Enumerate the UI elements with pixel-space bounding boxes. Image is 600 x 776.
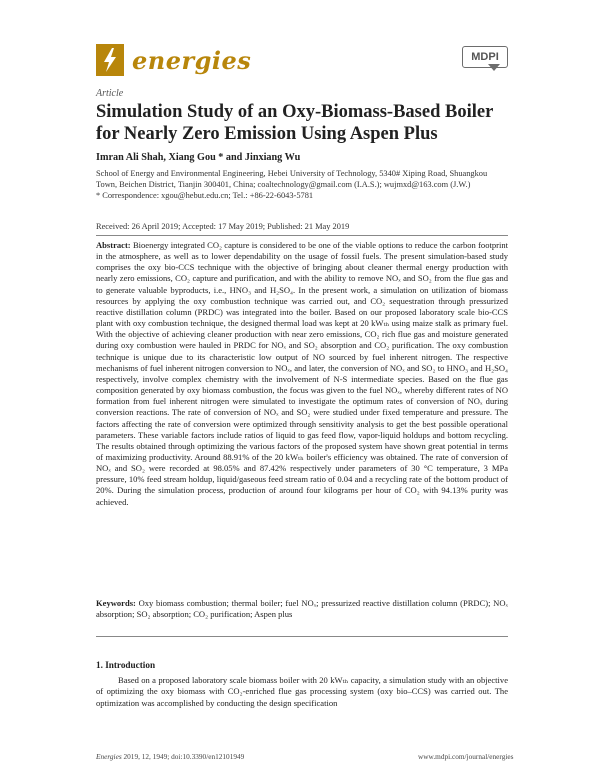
keywords-label: Keywords:: [96, 598, 136, 608]
correspondence: * Correspondence: xgou@hebut.edu.cn; Tel.: +86-22-6043-5781: [96, 191, 314, 201]
divider-bottom: [96, 636, 508, 637]
publication-dates: Received: 26 April 2019; Accepted: 17 May 2019; Published: 21 May 2019: [96, 222, 350, 231]
affiliations: [96, 168, 508, 202]
footer-doi: 2019, 12, 1949; doi:10.3390/en12101949: [121, 752, 245, 761]
introduction-paragraph: Based on a proposed laboratory scale biomass boiler with 20 kWₜₕ capacity, a simulation study with an objective of optimizing the oxy biomass with CO₂-enriched flue gas processing system (oxy bio–CCS) was carried out. The optimization was accomplished by conducting the design specification: [96, 675, 508, 708]
publisher-label: MDPI: [462, 46, 508, 68]
section-heading-introduction: 1. Introduction: [96, 660, 156, 670]
author-list: Imran Ali Shah, Xiang Gou * and Jinxiang Wu: [96, 152, 301, 163]
divider-top: [96, 235, 508, 236]
footer-url[interactable]: www.mdpi.com/journal/energies: [418, 752, 514, 761]
lightning-bolt-icon: [96, 44, 124, 76]
journal-name: energies: [132, 45, 252, 75]
mdpi-speech-tail: [488, 64, 500, 71]
mdpi-logo[interactable]: [462, 46, 506, 74]
abstract-text: Bioenergy integrated CO₂ capture is considered to be one of the viable options to reduce the carbon footprint in the atmosphere, as well as to lower dependability on the usage of fossil fuels. The present simulation-based study comprises the oxy bio-CCS technique with the objective of bringing about cleaner thermal energy production with nearly zero emissions, CO₂ capture and purification, and with the ability to remove NOₓ and SO₂ from the flue gas and to generate valuable byproducts, i.e., HNO₃ and H₂SO₄. In the present work, a simulation on utilization of biomass resources by applying the oxy combustion technique was carried out, and CO₂ sequestration through pressurized reactive distillation column (PRDC) was integrated into the boiler. Based on our proposed laboratory scale bio-CCS plant with oxy combustion technique, the designed thermal load was kept at 20 kWₜₕ using maize stalk as primary fuel. With the objective of achieving cleaner production with near zero emissions, CO₂ rich flue gas and moisture generated during oxy combustion were hauled in PRDC for NOₓ and SO₂ absorption and CO₂ purification. The oxy combustion technique is unique due to its characteristic low output of NO sourced by fuel inherent nitrogen. The respective mechanisms of fuel inherent nitrogen conversion to NOₓ, and later, the conversion of NOₓ and SO₂ to HNO₃ and H₂SO₄ respectively, involve complex chemistry with the involvement of N-S intermediate species. Based on the flue gas composition generated by oxy biomass combustion, the focus was given to the fuel NOₓ, whereby different rates of NO formation from fuel inherent nitrogen were simulated to investigate the optimum rates of conversion of NOₓ during conversion reactions. The rate of conversion of NOₓ and SO₂ were studied under fixed temperature and pressure. The factors affecting the rate of conversion were optimized through sensitivity analysis to get the best possible operational parameters. These variable factors include ratios of liquid to gas feed flow, vapor-liquid holdups and bottom recycling. The results obtained through optimizing the various factors of the proposed system have shown great potential in terms of maximizing productivity. Around 88.91% of the 20 kWₜₕ boiler's efficiency was obtained. The rate of conversion of NOₓ and SO₂ were recorded at 98.05% and 87.42% respectively under parameters of 30 °C temperature, 3 MPa pressure, 10% feed stream holdup, liquid/gaseous feed stream ratio of 0.04 and a recycling rate of the bottom product of 20%. During the simulation process, production of around four kilograms per hour of CO₂ with 94.13% purity was achieved.: [96, 240, 508, 507]
article-title: Simulation Study of an Oxy-Biomass-Based Boiler for Nearly Zero Emission Using Aspen Plus: [96, 102, 493, 144]
journal-logo[interactable]: [96, 44, 251, 76]
affiliation-1: School of Energy and Environmental Engineering, Hebei University of Technology, 5340# Xiping Road, Shuangkou Town, Beichen District, Tianjin 300401, China; coaltechnology@gmail.com (I.A.S.); wujmxd@163.com (J.W.): [96, 169, 488, 190]
article-type: Article: [96, 88, 124, 99]
abstract: [96, 240, 508, 508]
footer-citation: [96, 752, 244, 761]
keywords: [96, 598, 508, 621]
keywords-text: Oxy biomass combustion; thermal boiler; fuel NOₓ; pressurized reactive distillation column (PRDC); NOₓ absorption; SO₂ absorption; CO₂ purification; Aspen plus: [96, 598, 508, 620]
footer-journal: Energies: [96, 752, 122, 761]
abstract-label: Abstract:: [96, 240, 131, 250]
